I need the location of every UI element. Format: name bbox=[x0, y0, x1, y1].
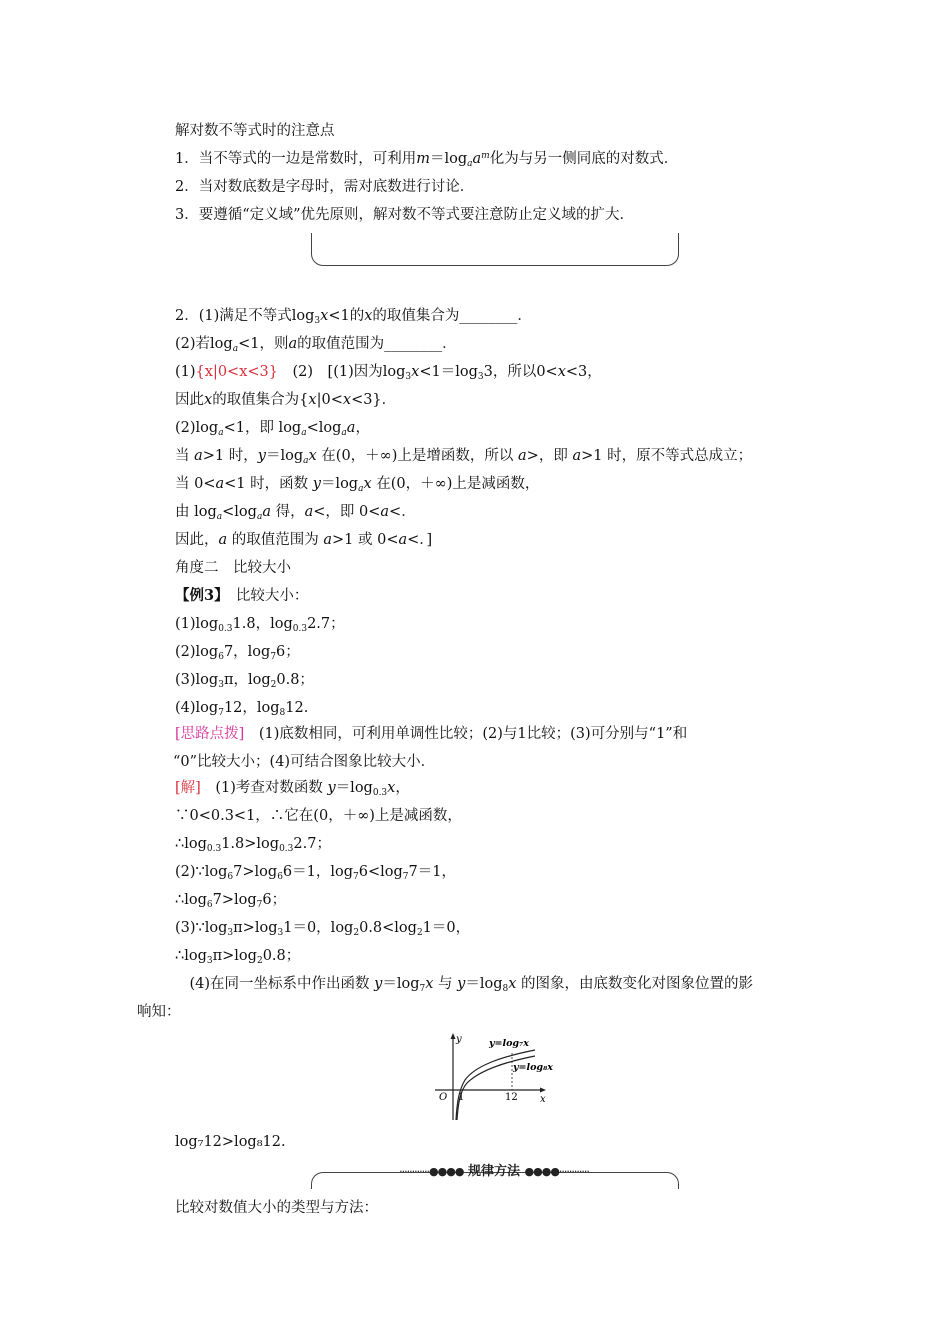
x-axis-arrow bbox=[540, 1088, 546, 1093]
example-item-2: $(2)\log_67$，$\log_76$； bbox=[175, 644, 300, 662]
origin-label: O bbox=[439, 1092, 448, 1103]
tick-1: 1 bbox=[458, 1092, 465, 1103]
solution-line-6: 由 $\log_a<\log_aa$ 得，a<，即 0<a<． bbox=[175, 504, 416, 522]
solve-8: (4)在同一坐标系中作出函数 $y=\log_7x$ 与 $y=\log_8x$ 的图象，由底数变化对图象位置的影 bbox=[175, 976, 754, 994]
example-item-4: $(4)\log_712$，$\log_812$. bbox=[175, 700, 309, 718]
example-3: 【例3】 比较大小： bbox=[175, 587, 309, 604]
problem-2-q2: (2)若$\log_a<1$，则a的取值范围为________． bbox=[175, 336, 457, 354]
closing-line: 比较对数值大小的类型与方法： bbox=[175, 1200, 378, 1216]
solve-1: [解] (1)考查对数函数 $y=\log_{0.3}x$， bbox=[175, 780, 410, 798]
method-banner: ············●●●● 规律方法 ●●●●············ bbox=[399, 1164, 589, 1179]
solution-line-2: 因此x的取值集合为{x|0<x<3}． bbox=[175, 392, 397, 408]
solution-line-5: 当 0<a<1 时，函数 $y=\log_ax$ 在(0，＋∞)上是减函数， bbox=[175, 476, 540, 494]
graph-conclusion: log₇12>log₈12. bbox=[175, 1134, 286, 1150]
think-hint: [思路点拨] (1)底数相同，可利用单调性比较；(2)与1比较；(3)可分别与“1”和 bbox=[175, 726, 688, 742]
solve-2: ∵0<0.3<1，∴它在(0，＋∞)上是减函数， bbox=[175, 808, 462, 824]
solution-line-7: 因此，a 的取值范围为 a>1 或 0<a<．] bbox=[175, 532, 433, 548]
note-item-1: 1．当不等式的一边是常数时，可利用$m=\log_aa^m$化为与另一侧同底的对数式． bbox=[175, 151, 679, 169]
solve-3: $\therefore\log_{0.3}1.8>\log_{0.3}2.7$； bbox=[175, 836, 331, 854]
y-label: y bbox=[456, 1034, 462, 1045]
log-graph bbox=[425, 1030, 560, 1122]
note-item-2: 2．当对数底数是字母时，需对底数进行讨论． bbox=[175, 179, 475, 195]
solution-line-3: $(2)\log_a<1$，即 $\log_a<\log_aa$， bbox=[175, 420, 370, 438]
x-label: x bbox=[540, 1094, 546, 1105]
y-axis-arrow bbox=[451, 1033, 456, 1039]
section-heading: 解对数不等式时的注意点 bbox=[175, 123, 335, 139]
solve-8-cont: 响知： bbox=[137, 1004, 181, 1020]
solve-4: $(2)\because\log_67>\log_66=1$，$\log_76<\log_77=1$， bbox=[175, 864, 456, 882]
note-box-bottom bbox=[311, 233, 679, 266]
curve-label-log8: y=log₈x bbox=[513, 1062, 553, 1073]
solve-6: $(3)\because\log_3\pi>\log_31=0$，$\log_20.8<\log_21=0$， bbox=[175, 920, 471, 938]
example-item-1: $(1)\log_{0.3}1.8$，$\log_{0.3}2.7$； bbox=[175, 616, 345, 634]
note-item-3: 3．要遵循“定义域”优先原则，解对数不等式要注意防止定义域的扩大． bbox=[175, 207, 635, 223]
think-hint-cont: “0”比较大小；(4)可结合图象比较大小． bbox=[173, 754, 436, 770]
example-item-3: $(3)\log_3\pi$，$\log_20.8$； bbox=[175, 672, 314, 690]
answer-line: (1){x|0<x<3} (2) [(1)因为$\log_3x<1=\log_33$，所以0<x<3， bbox=[175, 364, 602, 382]
problem-2-q1: 2．(1)满足不等式$\log_3x<1$的x的取值集合为________． bbox=[175, 308, 532, 326]
solution-line-4: 当 a>1 时，$y=\log_ax$ 在(0，＋∞)上是增函数，所以 a>，即 a>1 时，原不等式总成立； bbox=[175, 448, 753, 466]
solve-7: $\therefore\log_3\pi>\log_20.8$； bbox=[175, 948, 301, 966]
tick-12: 12 bbox=[505, 1092, 518, 1103]
curve-label-log7: y=log₇x bbox=[489, 1038, 529, 1049]
angle-2-title: 角度二 比较大小 bbox=[175, 560, 291, 576]
solve-5: $\therefore\log_67>\log_76$； bbox=[175, 892, 287, 910]
curve-log7 bbox=[456, 1050, 535, 1120]
